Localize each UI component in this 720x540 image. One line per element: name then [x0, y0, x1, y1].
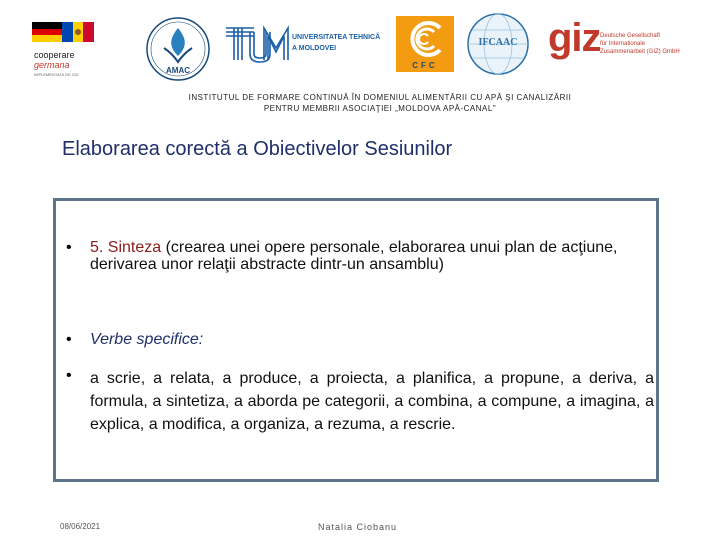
amac-label: AMAC — [166, 66, 190, 75]
giz-logo — [548, 16, 708, 68]
cooperare-text — [34, 50, 75, 70]
cooperare-germana-logo — [32, 22, 122, 80]
utm-line2: A MOLDOVEI — [292, 45, 337, 52]
giz-line1: Deutsche Gesellschaft — [600, 33, 661, 39]
ifcaac-label: IFCAAC — [478, 37, 518, 48]
bullet-marker: • — [66, 239, 72, 256]
utm-mark-icon — [224, 20, 290, 66]
logo-bar — [0, 0, 720, 90]
utm-line1: UNIVERSITATEA TEHNICĂ — [292, 34, 381, 41]
subtitle-line2: PENTRU MEMBRII ASOCIAŢIEI „MOLDOVA APĂ-CANAL" — [263, 104, 497, 113]
moldova-flag-icon — [62, 22, 94, 42]
ifcaac-logo — [466, 12, 530, 76]
giz-wordmark: giz — [548, 16, 601, 60]
footer-date: 08/06/2021 — [60, 522, 101, 531]
institute-subtitle — [0, 92, 720, 114]
cooperare-line1: cooperare — [34, 50, 75, 60]
bullet-synthesis — [90, 239, 662, 273]
cfc-emblem-icon — [400, 20, 450, 58]
synthesis-description: (crearea unei opere personale, elaborarea unui plan de acţiune, derivarea unor relaţii abstracte dintr-un ansamblu) — [90, 239, 618, 273]
utm-logo — [224, 20, 394, 70]
cfc-label: CFC — [412, 61, 438, 70]
bullet-marker: • — [66, 331, 72, 348]
utm-text — [292, 32, 380, 54]
subtitle-line1: INSTITUTUL DE FORMARE CONTINUĂ ÎN DOMENIUL ALIMENTĂRII CU APĂ ŞI CANALIZĂRII — [188, 93, 572, 102]
bullet-specific-verbs: Verbe specifice: — [90, 331, 204, 348]
footer-author: Natalia Ciobanu — [318, 522, 398, 532]
cfc-logo — [396, 16, 454, 72]
slide-title: Elaborarea corectă a Obiectivelor Sesiunilor — [62, 138, 453, 160]
content-box — [53, 198, 659, 482]
germany-flag-icon — [32, 22, 64, 42]
giz-text — [600, 32, 680, 56]
giz-line3: Zusammenarbeit (GIZ) GmbH — [600, 49, 680, 55]
bullet-verb-list: a scrie, a relata, a produce, a proiecta, a planifica, a propune, a deriva, a formula, a sintetiza, a aborda pe categorii, a combina, a compune, a imagina, a explica, a modifica, a organiza, a rezuma, a rescrie. — [90, 370, 654, 433]
amac-logo — [142, 16, 214, 82]
cooperare-small-text: IMPLEMENTATA DE GIZ — [34, 72, 79, 77]
synthesis-keyword: 5. Sinteza — [90, 239, 162, 256]
giz-line2: für Internationale — [600, 41, 646, 47]
cooperare-line2: germana — [34, 60, 70, 70]
bullet-marker: • — [66, 367, 72, 384]
